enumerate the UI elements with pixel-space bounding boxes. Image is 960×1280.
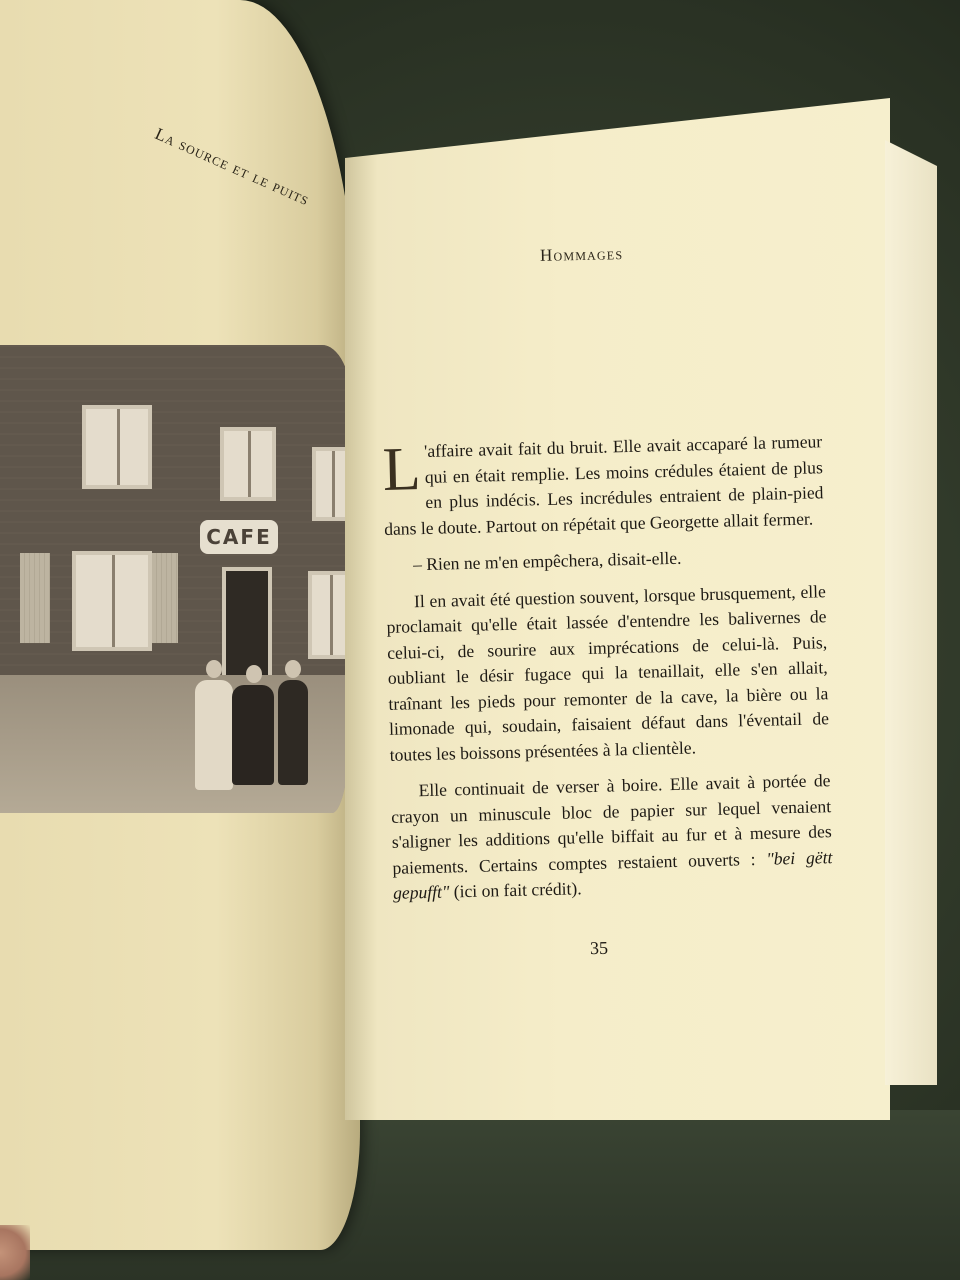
paragraph-text: 'affaire avait fait du bruit. Elle avait accaparé la rumeur qui en était remplie. Les moins crédules étaient de plus en plus indécis. Les incrédules entraient de plain-pied dans le doute. Partout on répétait que Georgette allait fermer. — [383, 431, 824, 539]
paragraph — [390, 768, 833, 906]
photo-window — [72, 551, 152, 651]
page-block-edge — [885, 140, 937, 1085]
page-number: 35 — [589, 937, 609, 959]
paragraph — [382, 429, 824, 542]
body-text — [382, 429, 834, 917]
photo-window — [82, 405, 152, 489]
photo-person-head — [285, 660, 301, 678]
paragraph: – Rien ne m'en empêchera, disait-elle. — [412, 547, 682, 575]
photo-shutter — [20, 553, 50, 643]
photo-person-head — [206, 660, 222, 678]
photo-person — [278, 680, 308, 785]
photo-shutter — [152, 553, 178, 643]
fingertip — [0, 1225, 30, 1280]
cafe-photograph — [0, 345, 352, 813]
photo-person — [232, 685, 274, 785]
cafe-sign: CAFE — [200, 520, 278, 554]
left-running-head: La source et le puits — [152, 124, 313, 210]
left-page — [0, 0, 360, 1250]
luxembourgish-quote: "bei gëtt gepufft" — [392, 846, 833, 903]
paragraph-text: Elle continuait de verser à boire. Elle avait à portée de crayon un minuscule bloc de papier sur lequel venaient s'aligner les additions qu'elle biffait au fur et à mesure des paiements. Certains comptes restaient ouverts : — [390, 770, 832, 878]
photo-person — [195, 680, 233, 790]
photo-person-head — [246, 665, 262, 683]
drop-cap: L — [381, 435, 422, 504]
right-running-head: Hommages — [539, 244, 624, 265]
photo-window — [220, 427, 276, 501]
paragraph-text: (ici on fait crédit). — [449, 878, 582, 902]
paragraph: Il en avait été question souvent, lorsque brusquement, elle proclamait qu'elle était lassée d'entendre les balivernes de celui-ci, de sourire aux imprécations de celui-là. Puis, oubliant le désir fugace qui la tenaillait, elle s'en allait, traînant les pieds pour remonter de la cave, la bière ou la limonade qui, soudain, faisaient défaut dans l'éventail de toutes les boissons présentées à la clientèle. — [386, 580, 830, 765]
